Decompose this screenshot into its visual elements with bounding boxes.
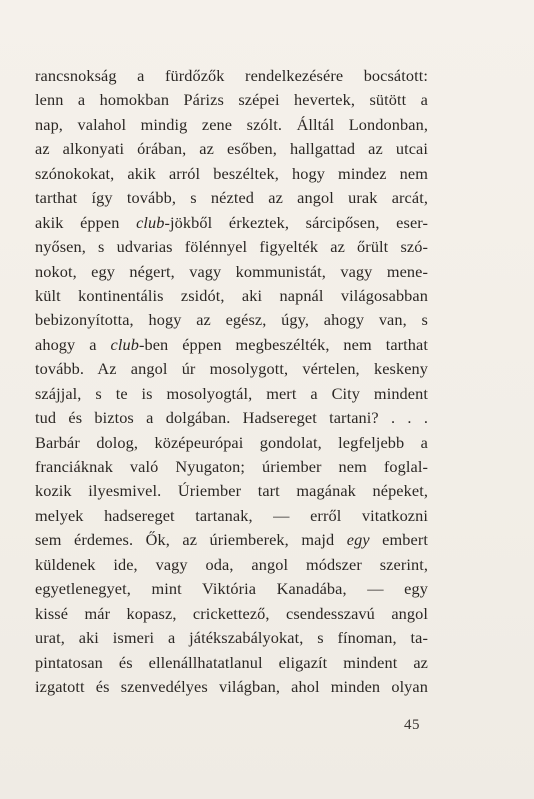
text-segment: melyek hadsereget tartanak, — erről vitatkozni: [35, 505, 428, 525]
text-line: [35, 651, 428, 675]
text-segment: izgatott és szenvedélyes világban, ahol minden olyan: [35, 676, 428, 696]
text-line: [35, 162, 428, 186]
text-segment: küldenek ide, vagy oda, angol módszer szerint,: [35, 554, 428, 574]
text-segment: nap, valahol mindig zene szólt. Álltál Londonban,: [35, 114, 428, 134]
text-segment: nyősen, s udvarias fölénnyel figyelték az őrült szó-: [35, 237, 428, 257]
text-segment: rancsnokság a fürdőzők rendelkezésére bocsátott:: [35, 66, 428, 85]
text-line: [35, 577, 428, 601]
text-segment: szájjal, s te is mosolyogtál, mert a City mindent: [35, 383, 428, 403]
text-segment: akik éppen: [35, 212, 137, 232]
text-segment: sem érdemes. Ők, az úriemberek, majd: [35, 530, 347, 550]
text-line: [35, 431, 428, 455]
text-line: [35, 553, 428, 577]
text-segment: tovább. Az angol úr mosolygott, vértelen, keskeny: [35, 359, 428, 379]
text-segment: urat, aki ismeri a játékszabályokat, s fínoman, ta-: [35, 628, 428, 648]
italic-word: egy: [346, 530, 370, 550]
text-segment: franciáknak való Nyugaton; úriember nem foglal-: [35, 457, 428, 476]
text-line: [35, 211, 428, 235]
text-line: [35, 64, 428, 88]
text-line: [35, 504, 428, 528]
text-line: [35, 479, 428, 503]
text-line: [35, 137, 428, 161]
text-segment: ahogy a: [35, 334, 111, 354]
text-segment: Barbár dolog, középeurópai gondolat, legfeljebb a: [35, 432, 428, 452]
italic-word: club: [136, 212, 165, 232]
text-line: [35, 357, 428, 381]
text-segment: nokot, egy négert, vagy kommunistát, vagy mene-: [35, 261, 428, 281]
text-line: [35, 235, 428, 259]
text-segment: lenn a homokban Párizs szépei hevertek, sütött a: [35, 90, 428, 110]
text-line: [35, 113, 428, 137]
text-line: [35, 308, 428, 332]
text-line: [35, 675, 428, 699]
text-line: [35, 284, 428, 308]
text-segment: kült kontinentális zsidót, aki napnál világosabban: [35, 285, 428, 305]
text-segment: tud és biztos a dolgában. Hadsereget tartani? . . .: [35, 408, 428, 428]
text-segment: tarthat így tovább, s nézted az angol urak arcát,: [35, 188, 428, 208]
text-line: [35, 186, 428, 210]
page-number: 45: [404, 717, 420, 733]
text-line: [35, 626, 428, 650]
text-segment: szónokokat, akik arról beszéltek, hogy mindez nem: [35, 163, 428, 183]
text-segment: embert: [369, 530, 428, 550]
text-line: [35, 406, 428, 430]
text-line: [35, 602, 428, 626]
text-segment: kozik ilyesmivel. Úriember tart magának népeket,: [35, 481, 428, 501]
text-line: [35, 333, 428, 357]
text-segment: kissé már kopasz, crickettező, csendesszavú angol: [35, 603, 428, 623]
text-segment: pintatosan és ellenállhatatlanul eligazít mindent az: [35, 652, 428, 672]
text-segment: -jökből érkeztek, sárcipősen, eser-: [164, 212, 428, 232]
text-line: [35, 455, 428, 479]
text-line: [35, 528, 428, 552]
body-text: [35, 64, 428, 699]
text-segment: az alkonyati órában, az esőben, hallgattad az utcai: [35, 139, 428, 159]
text-segment: -ben éppen megbeszélték, nem tarthat: [138, 334, 428, 354]
text-line: [35, 260, 428, 284]
text-segment: egyetlenegyet, mint Viktória Kanadába, — egy: [35, 579, 428, 599]
text-line: [35, 382, 428, 406]
text-line: [35, 88, 428, 112]
text-segment: bebizonyította, hogy az egész, úgy, ahogy van, s: [35, 310, 428, 330]
italic-word: club: [110, 334, 139, 354]
